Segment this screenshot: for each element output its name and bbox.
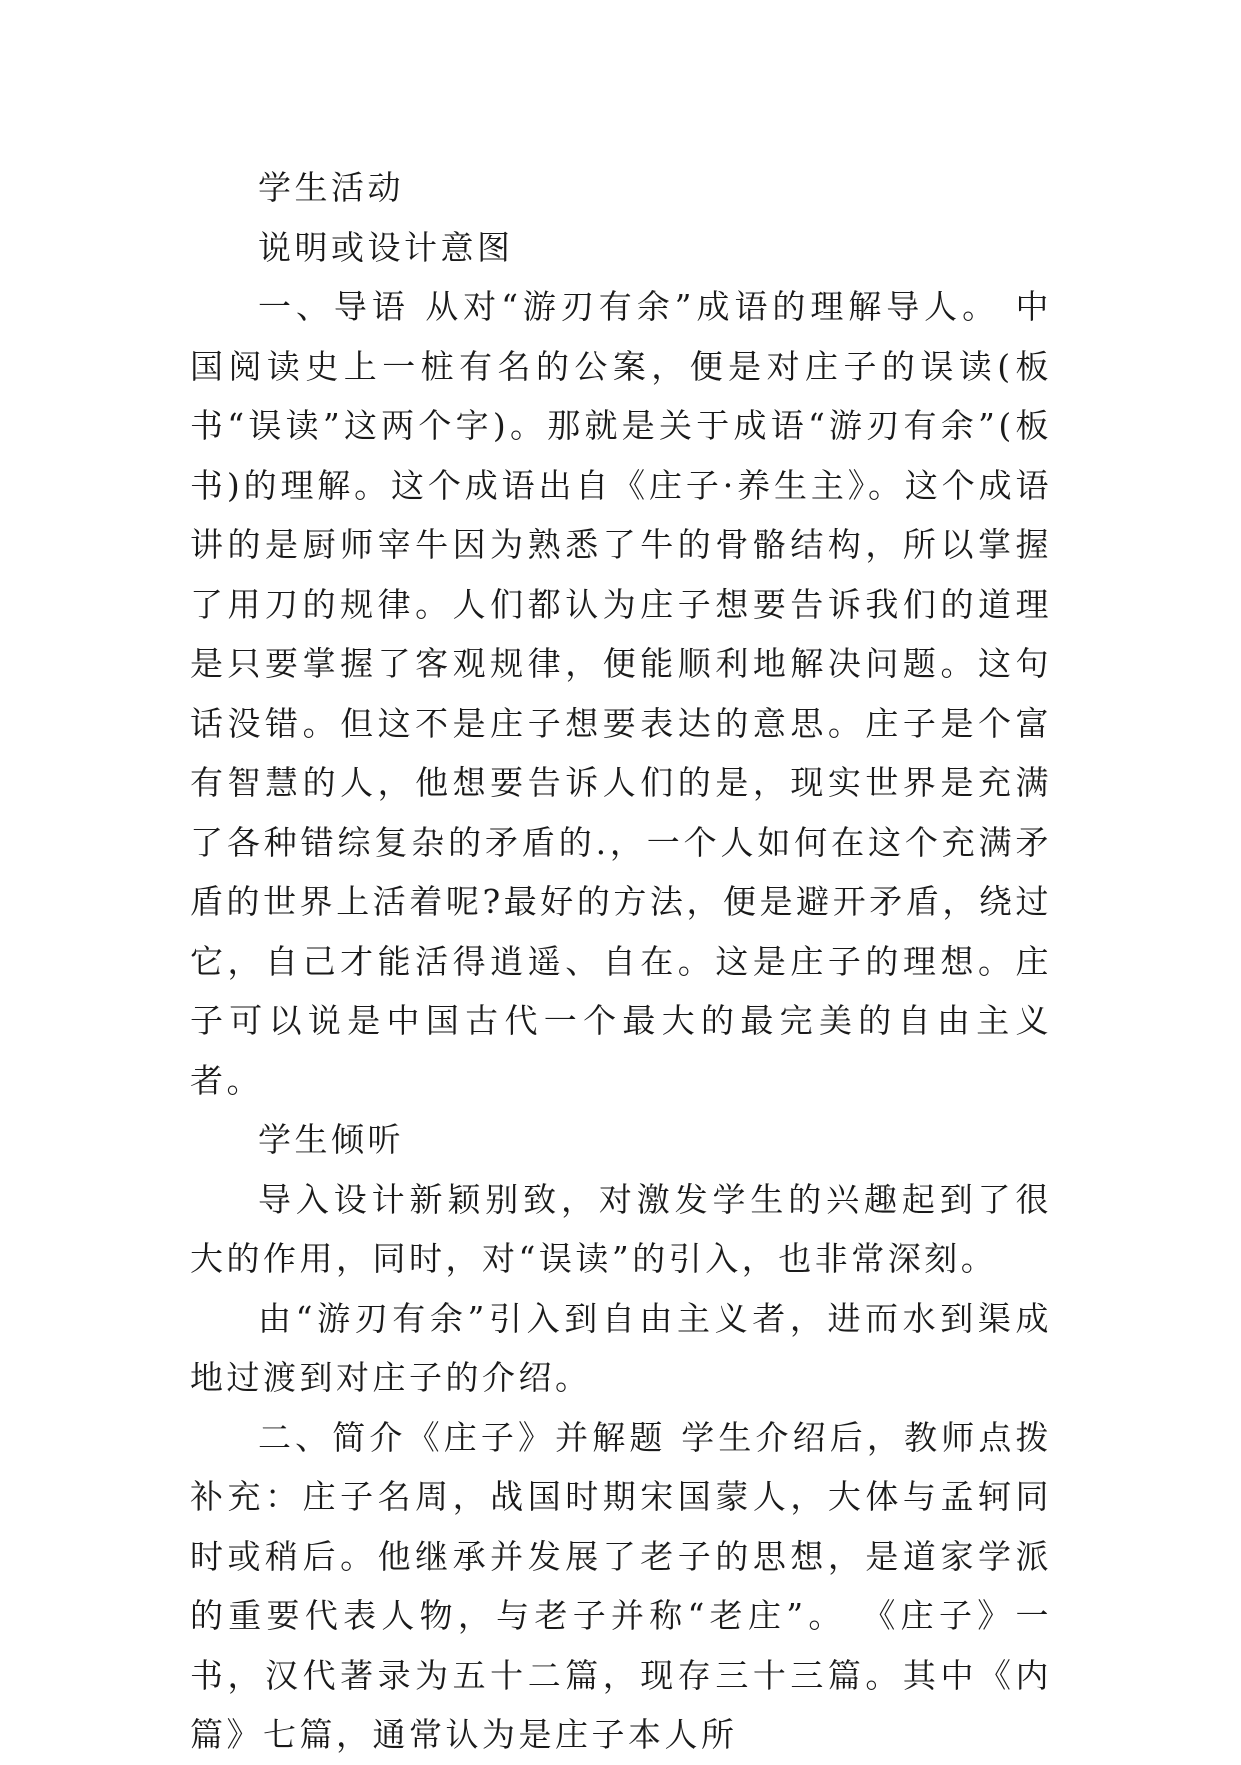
- paragraph-transition: 由“游刃有余”引入到自由主义者，进而水到渠成地过渡到对庄子的介绍。: [190, 1298, 1052, 1397]
- heading-design-intent: 说明或设计意图: [258, 227, 514, 267]
- heading-student-activity: 学生活动: [258, 168, 404, 207]
- paragraph-introduction: 一、导语 从对“游刃有余”成语的理解导人。 中国阅读史上一桩有名的公案，便是对庄子的误读(板书“误读”这两个字)。那就是关于成语“游刃有余”(板书)的理解。这个成语出自《庄子·养生主》。这个成语讲的是厨师宰牛因为熟悉了牛的骨骼结构，所以掌握了用刀的规律。人们都认为庄子想要告诉我们的道理是只要掌握了客观规律，便能顺利地解决问题。这句话没错。但这不是庄子想要表达的意思。庄子是个富有智慧的人，他想要告诉人们的是，现实世界是充满了各种错综复杂的矛盾的.，一个人如何在这个充满矛盾的世界上活着呢?最好的方法，便是避开矛盾，绕过它，自己才能活得逍遥、自在。这是庄子的理想。庄子可以说是中国古代一个最大的最完美的自由主义者。: [190, 287, 1052, 1100]
- document-body: [190, 158, 1052, 1765]
- paragraph-design-comment: 导入设计新颖别致，对激发学生的兴趣起到了很大的作用，同时，对“误读”的引入，也非常深刻。: [190, 1179, 1052, 1278]
- heading-student-listening: 学生倾听: [258, 1120, 404, 1159]
- paragraph-zhuangzi-intro: 二、简介《庄子》并解题 学生介绍后，教师点拨补充：庄子名周，战国时期宋国蒙人，大体与孟轲同时或稍后。他继承并发展了老子的思想，是道家学派的重要代表人物，与老子并称“老庄”。 《庄子》一书，汉代著录为五十二篇，现存三十三篇。其中《内篇》七篇，通常认为是庄子本人所: [190, 1417, 1052, 1754]
